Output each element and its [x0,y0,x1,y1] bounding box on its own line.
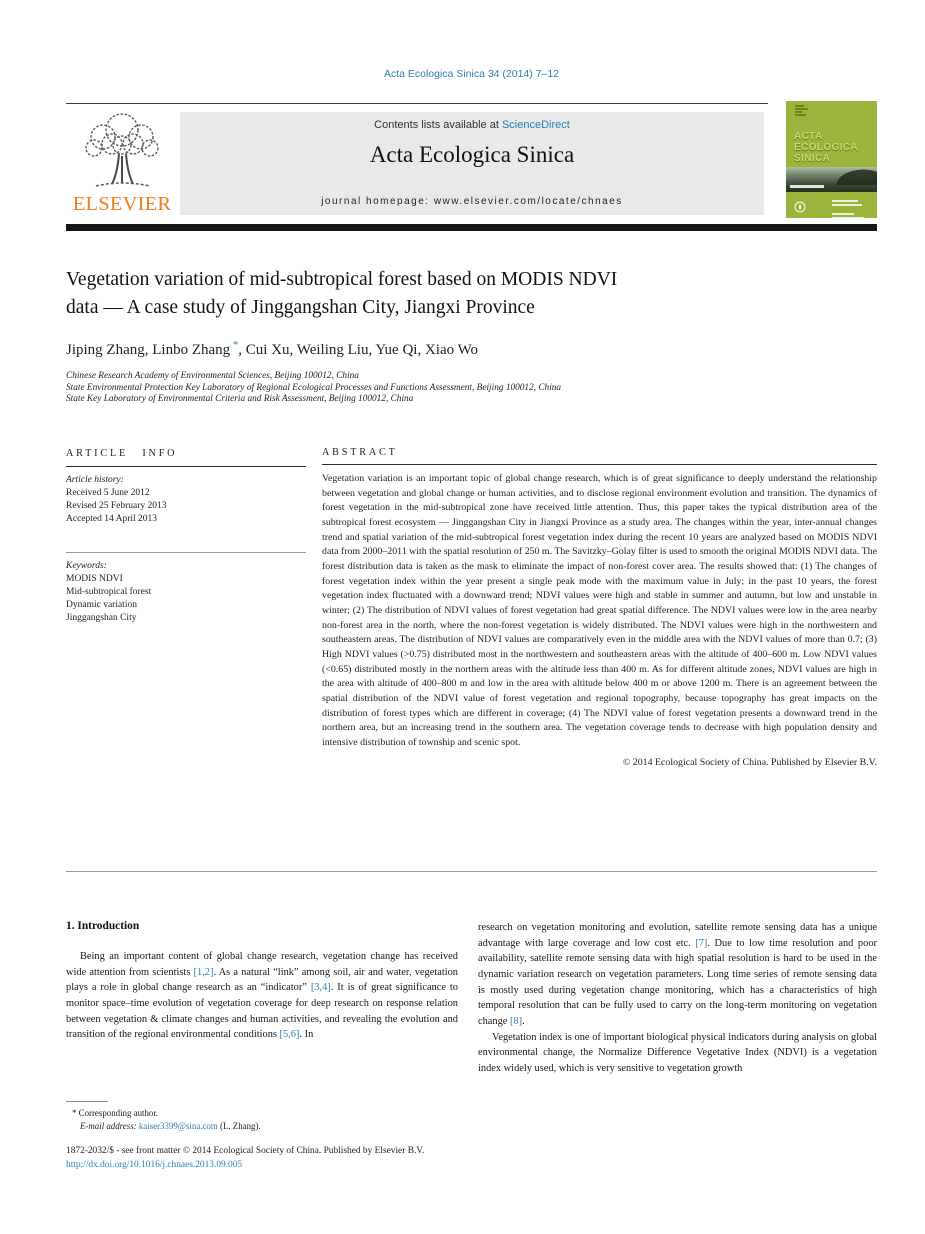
article-footer [66,1144,877,1172]
section-heading-introduction: 1. Introduction [66,920,140,932]
abstract-panel [322,447,877,771]
article-title-line2: data — A case study of Jinggangshan City, Jiangxi Province [66,296,535,318]
journal-homepage-link[interactable]: journal homepage: www.elsevier.com/locate/chnaes [321,196,623,207]
elsevier-tree-icon [76,110,168,192]
copyright-line: © 2014 Ecological Society of China. Published by Elsevier B.V. [622,757,877,769]
author-list: Jiping Zhang, Linbo Zhang *, Cui Xu, Weiling Liu, Yue Qi, Xiao Wo [66,339,479,358]
affiliation-line: Chinese Research Academy of Environmental Sciences, Beijing 100012, China [66,371,359,381]
cover-crest-icon [794,201,806,213]
article-title [66,266,877,321]
corresponding-author-asterisk[interactable]: * [230,339,239,351]
article-info-panel [66,447,306,625]
body-paragraph: Vegetation index is one of important biological physical indicators during analysis on global environmental change, the Normalize Difference Vegetative Index (NDVI) is a vegetation index widely used, which is very sensitive to vegetation growth [478,1031,877,1074]
elsevier-wordmark: ELSEVIER [72,193,172,215]
affiliations [66,371,877,406]
history-received: Received 5 June 2012 [66,488,150,498]
cover-journal-title: ACTA ECOLOGICA SINICA [794,131,859,164]
corresponding-author-footnote [66,1101,458,1133]
issn-copyright-line: 1872-2032/$ - see front matter © 2014 Ecological Society of China. Published by Elsevier B.V. [66,1146,425,1156]
article-title-line1: Vegetation variation of mid-subtropical forest based on MODIS NDVI [66,269,618,290]
cover-caption-placeholder [790,185,824,188]
footnote-email-line: E-mail address: kaiser3399@sina.com (L. Zhang). [80,1121,261,1131]
keywords-label: Keywords: [66,561,107,571]
elsevier-logo[interactable] [66,110,178,216]
footnote-rule [66,1101,108,1102]
citation-ref-3-4[interactable]: [3,4] [310,982,331,994]
cover-forest-photo [786,167,877,192]
email-link[interactable]: kaiser3399@sina.com [138,1121,218,1131]
article-info-heading: ARTICLE INFO [66,448,178,459]
affiliation-line: State Environmental Protection Key Laboratory of Regional Ecological Processes and Functions Assessment, Beijing 100012, China [66,382,562,393]
header-top-divider [66,103,768,104]
body-column-left [66,949,458,1043]
article-history-label: Article history: [66,475,124,485]
doi-link[interactable]: http://dx.doi.org/10.1016/j.chnaes.2013.09.005 [66,1160,243,1170]
cover-emblem-icon [795,105,809,121]
footnote-corresponding-author: * Corresponding author. [72,1108,159,1118]
journal-header-box [180,112,764,215]
body-paragraph: research on vegetation monitoring and evolution, satellite remote sensing data has a unique advantage with large coverage and low cost etc. [7]. Due to low time resolution and poor availability, satellite remote sensing data with high spatial resolution is hard to be used in the dynamic variation research on vegetation parameters. Long time series of remote sensing data is mostly used during vegetation change monitoring, which has a characteristics of high temporal resolution that can be fully used to carry on the long-term monitoring on vegetation change [8]. [478,922,877,1027]
history-accepted: Accepted 14 April 2013 [66,514,158,524]
journal-citation: Acta Ecologica Sinica 34 (2014) 7–12 [383,68,560,80]
keyword: Mid-subtropical forest [66,587,152,597]
article-info-rule [66,466,306,467]
keywords-rule [66,552,306,553]
citation-ref-7[interactable]: [7] [695,937,708,949]
keyword: MODIS NDVI [66,574,123,584]
abstract-bottom-divider [66,871,877,872]
abstract-rule [322,464,877,465]
body-paragraph: Being an important content of global change research, vegetation change has received wide attention from scientists [1,2]. As a natural “link” among soil, air and water, vegetation plays a role in global change research as an “indicator” [3,4]. It is of great significance to monitor space–time evolution of vegetation coverage for deep research on response relation between vegetation & climate changes and human activities, and revealing the evolution and transition of the regional environmental conditions [5,6]. In [66,951,459,1041]
history-revised: Revised 25 February 2013 [66,501,167,511]
body-column-right [478,920,877,1077]
abstract-text: Vegetation variation is an important topic of global change research, which is of great significance to deeply understand the relationship between vegetation and global change or human activities, and to disclose regional environment evolution and transition. The dynamics of forest vegetation in the mid-subtropical zone have received little attention. Thus, this paper takes the typical distribution area of the subtropical forest ecosystem — Jinggangshan City in Jiangxi Province as a study area. The changes within the year, inter-annual changes trend and spatial variation of the mid-subtropical forest vegetation index during the recent 10 years are analyzed based on MODIS NDVI data from 2000–2011 with the spatial resolution of 250 m. The Savitzky–Golay filter is used to smooth the original MODIS NDVI data. The forest distribution data is taken as the mask to eliminate the impact of non-forest cover area. The results showed that: (1) The changes of forest vegetation index within the year present a single peak mode with the maximum value in July; in the past 10 years, the forest vegetation index fluctuated with a downward trend; NDVI values were high and stable in summer and autumn, but low and unstable in winter; (2) The distribution of NDVI values of forest vegetation had great spatial difference. The NDVI values were low in the area nearby non-forest area in the north, where the non-forest vegetation is widely distributed. The NDVI values were high in the northwestern and southeastern areas. The distribution of NDVI values are comparatively even in the middle area with the NDVI values of more than 0.7; (3) High NDVI values (>0.75) distributed most in the northwestern and southeastern areas with the altitude of 400–600 m. Low NDVI values (<0.65) distributed mostly in the northern areas with the altitude less than 400 m. As for different altitude zones, NDVI values are high in the area with altitude of 400–800 m and low in the area with altitude below 400 m or above 1200 m. There is an agreement between the spatial distribution of the NDVI value of forest vegetation and regional topography, because topography has great impacts on the distribution of forest types which are different in coverage; (4) The NDVI value of forest vegetation presents a downward trend in the northern area, but an increasing trend in the southern area. The vegetation coverage tends to decrease with high population density and intensive distribution of township and scenic spot. [322,473,877,748]
citation-ref-5-6[interactable]: [5,6] [279,1029,300,1041]
contents-list-line: Contents lists available at ScienceDirect [374,119,570,131]
journal-cover-thumbnail [786,101,877,218]
journal-title: Acta Ecologica Sinica [369,142,575,167]
cover-imprint-placeholder [832,200,864,218]
sciencedirect-link[interactable]: ScienceDirect [501,119,570,131]
keyword: Jinggangshan City [66,613,137,623]
keyword: Dynamic variation [66,600,137,610]
abstract-heading: ABSTRACT [322,447,398,458]
citation-ref-8[interactable]: [8] [510,1015,523,1027]
citation-ref-1-2[interactable]: [1,2] [193,966,214,978]
affiliation-line: State Key Laboratory of Environmental Criteria and Risk Assessment, Beijing 100012, China [66,394,414,405]
header-black-bar [66,224,877,231]
